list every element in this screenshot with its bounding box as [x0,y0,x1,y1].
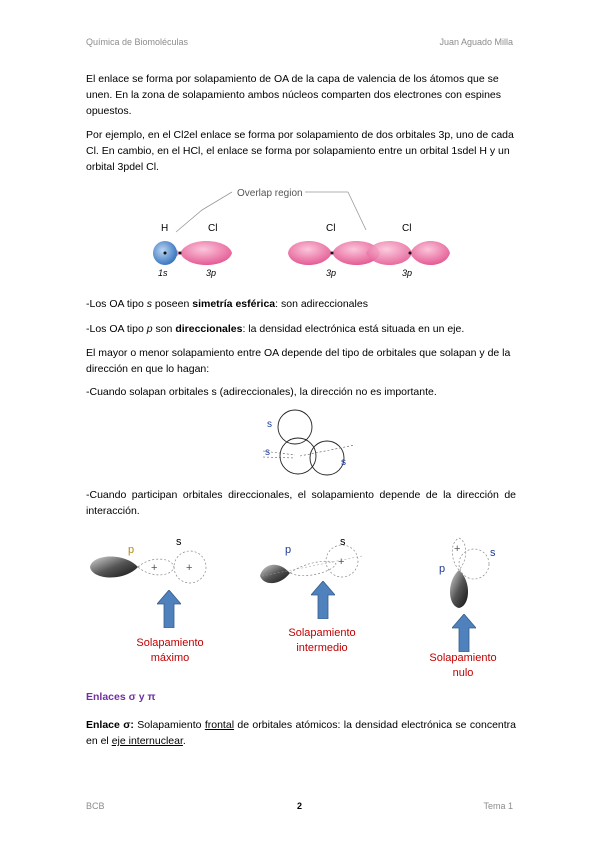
orbital-3p-label-c: 3p [402,268,413,278]
header-right: Juan Aguado Milla [439,37,513,47]
atom-cl-label-1: Cl [208,223,218,234]
cl-3p-lobe-c-right [410,241,450,265]
orbital-1s-label: 1s [158,268,168,278]
paragraph-s-orbitals-direction: -Cuando solapan orbitales s (adireccionales), la dirección no es importante. [86,386,437,398]
atom-h-label: H [161,223,169,234]
s-orbital-top [278,410,312,444]
paragraph-overlap-depends: El mayor o menor solapamiento entre OA depende del tipo de orbitales que solapan y de la dirección en que lo hagan: [86,347,511,375]
paragraph-cl2-hcl-example: Por ejemplo, en el Cl2el enlace se forma por solapamiento de dos orbitales 3p, uno de cada Cl. En cambio, en el HCl, el enlace se forma por solapamiento entre un orbital 1sdel H y un orbital 3pdel Cl. [86,129,514,173]
paragraph-enlace-sigma: Enlace σ: Solapamiento frontal de orbitales atómicos: la densidad electrónica se concentra en el eje internuclear. [86,719,516,747]
orbital-3p-label-b: 3p [326,268,337,278]
line-p-orbitals: -Los OA tipo p son direccionales: la densidad electrónica está situada en un eje. [86,323,465,335]
s-label-case-2: s [340,536,346,548]
section-heading: Enlaces σ y π [86,691,156,703]
line-s-orbitals: -Los OA tipo s poseen simetría esférica: son adireccionales [86,298,368,310]
page-number: 2 [296,801,302,811]
s-orbital-case-3 [459,549,489,579]
svg-text:+: + [454,543,461,555]
overlap-line-left [176,192,232,232]
s-orbitals-figure [255,405,365,485]
atom-cl-label-3: Cl [402,223,412,234]
footer-right: Tema 1 [483,801,513,811]
overlap-line-right [348,192,366,230]
overlap-figure [140,180,470,285]
p-s-overlap-figure [80,530,520,612]
arrow-up-icon [452,614,476,652]
atom-cl-label-2: Cl [326,223,336,234]
header-left: Química de Biomoléculas [86,37,189,47]
p-lobe-dark-1 [90,556,138,577]
p-label-case-2: p [285,544,292,556]
s-label-top: s [267,419,272,430]
svg-text:+: + [151,562,158,574]
s-label-left: s [265,447,270,458]
caption-intermedio: Solapamiento intermedio [288,627,356,654]
p-lobe-dark-2 [260,565,290,583]
s-label-case-1: s [176,536,182,548]
orbital-3p-label-a: 3p [206,268,217,278]
cl-3p-lobe-b-left [288,241,332,265]
p-label-case-3: p [439,563,446,575]
p-lobe-light-2 [290,561,336,575]
p-lobe-dark-3 [450,570,468,608]
cl-3p-lobe-a [180,241,232,265]
overlap-region-label: Overlap region [237,188,303,199]
cl-3p-lobe-c-left [366,241,412,265]
caption-nulo: Solapamiento nulo [429,652,497,679]
arrow-up-icon [157,590,181,628]
svg-text:+: + [338,556,345,568]
paragraph-bond-formation: El enlace se forma por solapamiento de OA de la capa de valencia de los átomos que se unen. En la zona de solapamiento ambos núcleos comparten dos electrones con espines opuestos. [86,73,502,117]
caption-maximo: Solapamiento máximo [136,637,204,664]
s-orbital-right [310,441,344,475]
arrow-up-icon [311,581,335,619]
p-label-case-1: p [128,544,135,556]
svg-text:+: + [186,562,193,574]
s-label-case-3: s [490,547,496,559]
s-label-right: s [341,457,346,468]
footer-left: BCB [86,801,105,811]
paragraph-directional-orbitals: -Cuando participan orbitales direccionales, el solapamiento depende de la dirección de interacción. [86,489,516,517]
